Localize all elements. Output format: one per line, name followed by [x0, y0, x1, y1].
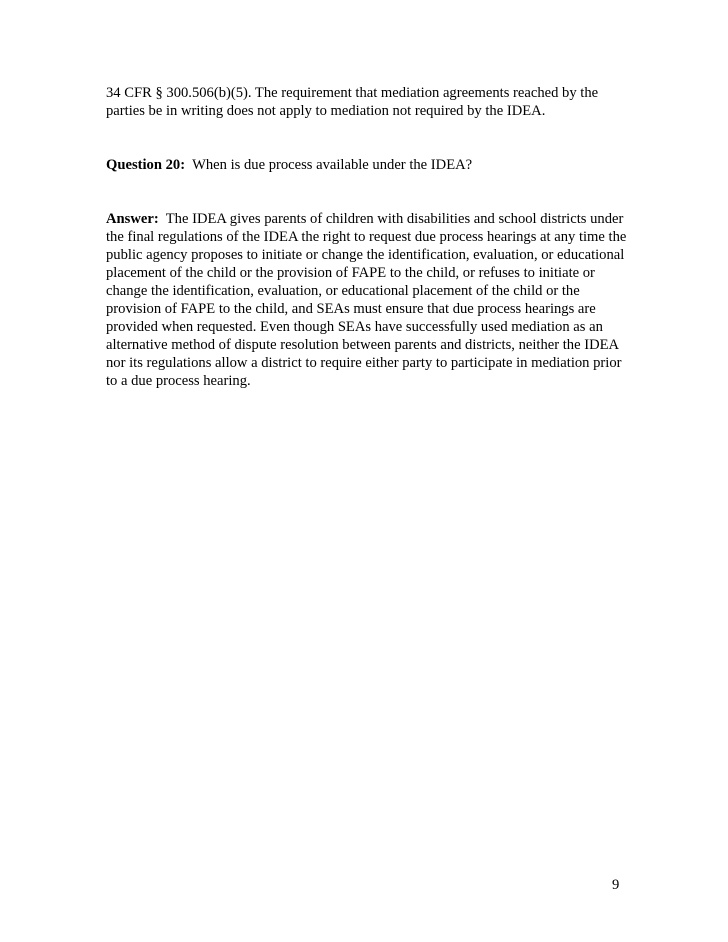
answer-label: Answer:: [106, 211, 159, 227]
question-line: [106, 156, 626, 174]
page-body: [106, 84, 626, 390]
paragraph-spacer: [106, 120, 626, 156]
answer-line: public agency proposes to initiate or change the identification, evaluation, or educational: [106, 247, 625, 263]
page-number: 9: [612, 877, 620, 893]
answer-first-line: [106, 210, 626, 228]
answer-line: change the identification, evaluation, or educational placement of the child or the: [106, 283, 580, 299]
question-text: When is due process available under the IDEA?: [192, 157, 473, 173]
paragraph-cfr-citation: [106, 84, 626, 120]
answer-line: the final regulations of the IDEA the right to request due process hearings at any time the: [106, 229, 627, 245]
answer-line: nor its regulations allow a district to require either party to participate in mediation prior: [106, 355, 622, 371]
answer-line: provided when requested. Even though SEAs have successfully used mediation as an: [106, 319, 603, 335]
paragraph-spacer: [106, 174, 626, 210]
answer-line: provision of FAPE to the child, and SEAs must ensure that due process hearings are: [106, 301, 596, 317]
question-label: Question 20:: [106, 157, 186, 173]
answer-first-line-text: The IDEA gives parents of children with disabilities and school districts under: [165, 211, 624, 227]
answer-line: alternative method of dispute resolution between parents and districts, neither the IDEA: [106, 337, 620, 353]
answer-line: placement of the child or the provision of FAPE to the child, or refuses to initiate or: [106, 265, 595, 281]
paragraph-line: 34 CFR § 300.506(b)(5). The requirement that mediation agreements reached by the: [106, 85, 599, 101]
question-20: [106, 156, 626, 174]
answer-20: [106, 210, 626, 390]
paragraph-line: parties be in writing does not apply to mediation not required by the IDEA.: [106, 103, 546, 119]
answer-line: to a due process hearing.: [106, 373, 251, 389]
